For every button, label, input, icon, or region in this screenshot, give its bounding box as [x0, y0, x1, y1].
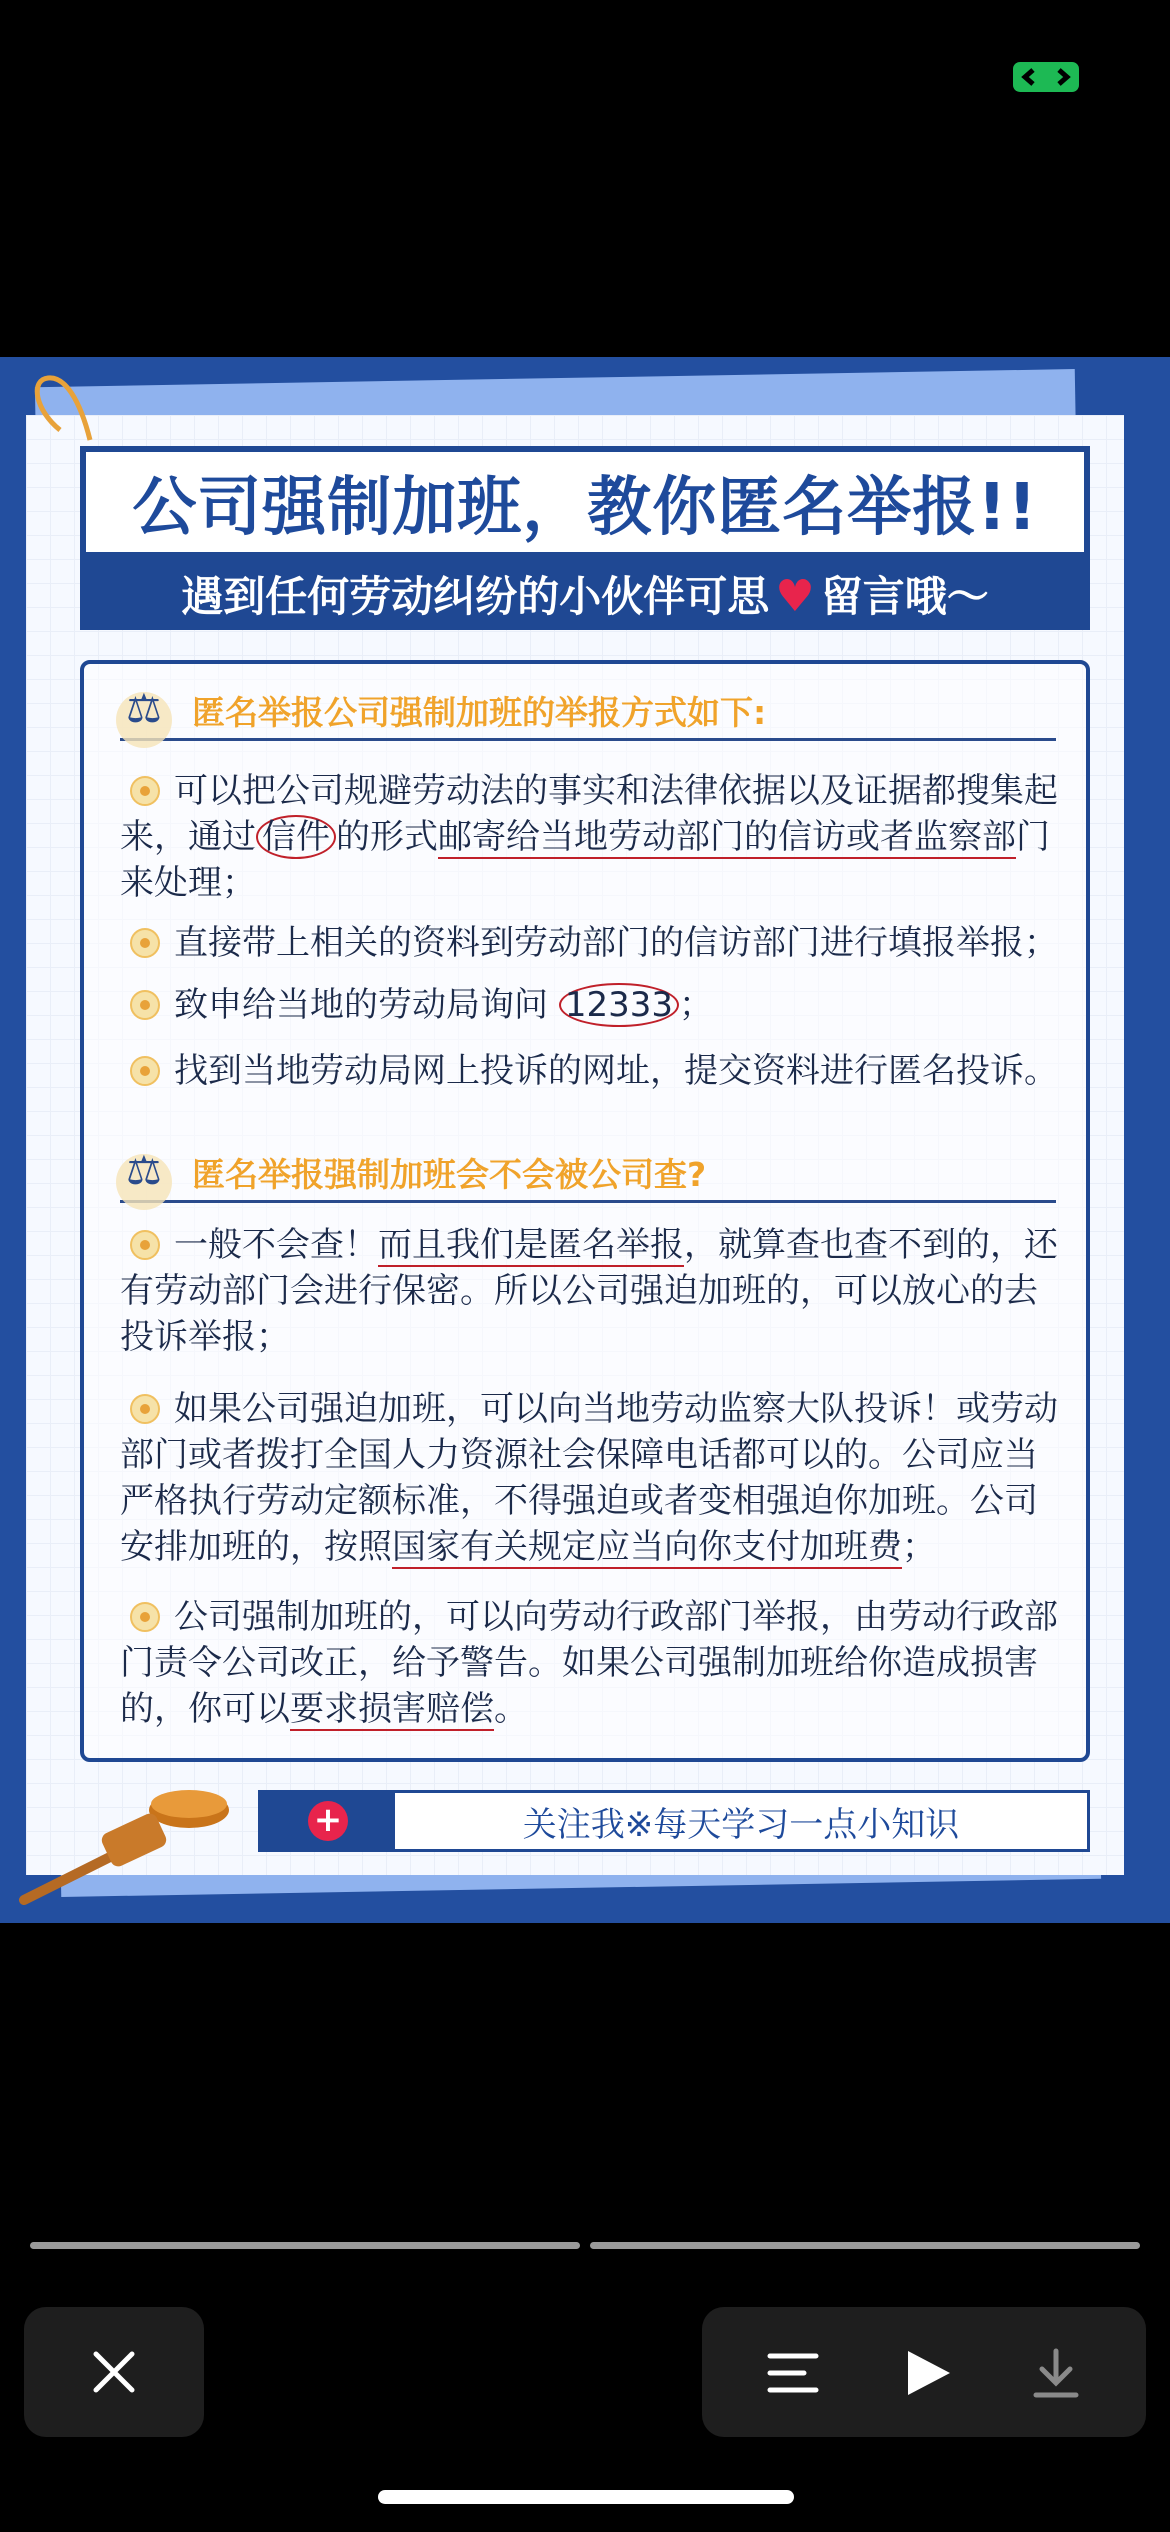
list-icon[interactable]: [766, 2352, 820, 2394]
close-button[interactable]: [24, 2307, 204, 2437]
close-icon: [92, 2350, 136, 2394]
download-icon[interactable]: [1032, 2347, 1080, 2399]
poster-title: 公司强制加班，教你匿名举报!!: [132, 471, 1038, 545]
subtitle-pre: 遇到任何劳动纠纷的小伙伴可思: [181, 572, 770, 621]
bullet-icon: [130, 776, 160, 806]
section2-title: 匿名举报强制加班会不会被公司查?: [192, 1154, 707, 1194]
poster-subtitle: [181, 564, 988, 624]
section1-title: 匿名举报公司强制加班的举报方式如下:: [192, 692, 767, 732]
scale-icon: ⚖: [120, 682, 182, 738]
section1-item-4: 找到当地劳动局网上投诉的网址，提交资料进行匿名投诉。: [120, 1048, 1080, 1094]
scale-icon: ⚖: [120, 1144, 182, 1200]
home-indicator[interactable]: [378, 2490, 794, 2504]
section1-item-3: 致申给当地的劳动局询问 12333 ；: [120, 982, 1065, 1028]
section1-item-2: 直接带上相关的资料到劳动部门的信访部门进行填报举报；: [120, 920, 1065, 966]
bullet-icon: [130, 990, 160, 1020]
follow-text: 关注我※每天学习一点小知识: [522, 1804, 960, 1845]
bullet-icon: [130, 1602, 160, 1632]
bullet-icon: [130, 1230, 160, 1260]
play-icon[interactable]: [904, 2347, 954, 2399]
gavel-icon: [14, 1770, 244, 1910]
section1-heading: [120, 682, 1056, 741]
bullet-icon: [130, 1394, 160, 1424]
bullet-icon: [130, 1056, 160, 1086]
subtitle-post: 留言哦～: [820, 572, 989, 621]
section2-item-1: 一般不会查！而且我们是匿名举报，就算查也查不到的，还有劳动部门会进行保密。所以公司强迫加班的，可以放心的去投诉举报；: [120, 1225, 1058, 1357]
progress-segment-1[interactable]: [30, 2242, 580, 2249]
section1-item-1: 可以把公司规避劳动法的事实和法律依据以及证据都搜集起来，通过 信件 的形式邮寄给当地劳动部门的信访或者监察部门来处理；: [120, 771, 1058, 903]
progress-segment-2[interactable]: [590, 2242, 1140, 2249]
poster-subtitle-box: [80, 558, 1090, 630]
section2-item-3: 公司强制加班的，可以向劳动行政部门举报，由劳动行政部门责令公司改正，给予警告。如果公司强制加班给你造成损害的，你可以要求损害赔偿。: [120, 1597, 1058, 1729]
section2-item-2: 如果公司强迫加班，可以向当地劳动监察大队投诉！或劳动部门或者拨打全国人力资源社会保障电话都可以的。公司应当严格执行劳动定额标准，不得强迫或者变相强迫你加班。公司安排加班的，按照国家有关规定应当向你支付加班费；: [120, 1389, 1058, 1567]
screen-record-icon: [1013, 62, 1079, 92]
bullet-icon: [130, 928, 160, 958]
section2-heading: [120, 1144, 1056, 1203]
poster-title-box: [80, 446, 1090, 558]
heart-icon: ♥: [775, 571, 815, 622]
follow-banner: [258, 1790, 1090, 1852]
player-controls: [702, 2307, 1146, 2437]
plus-icon: +: [308, 1801, 348, 1841]
follow-icon-box: [261, 1793, 395, 1849]
